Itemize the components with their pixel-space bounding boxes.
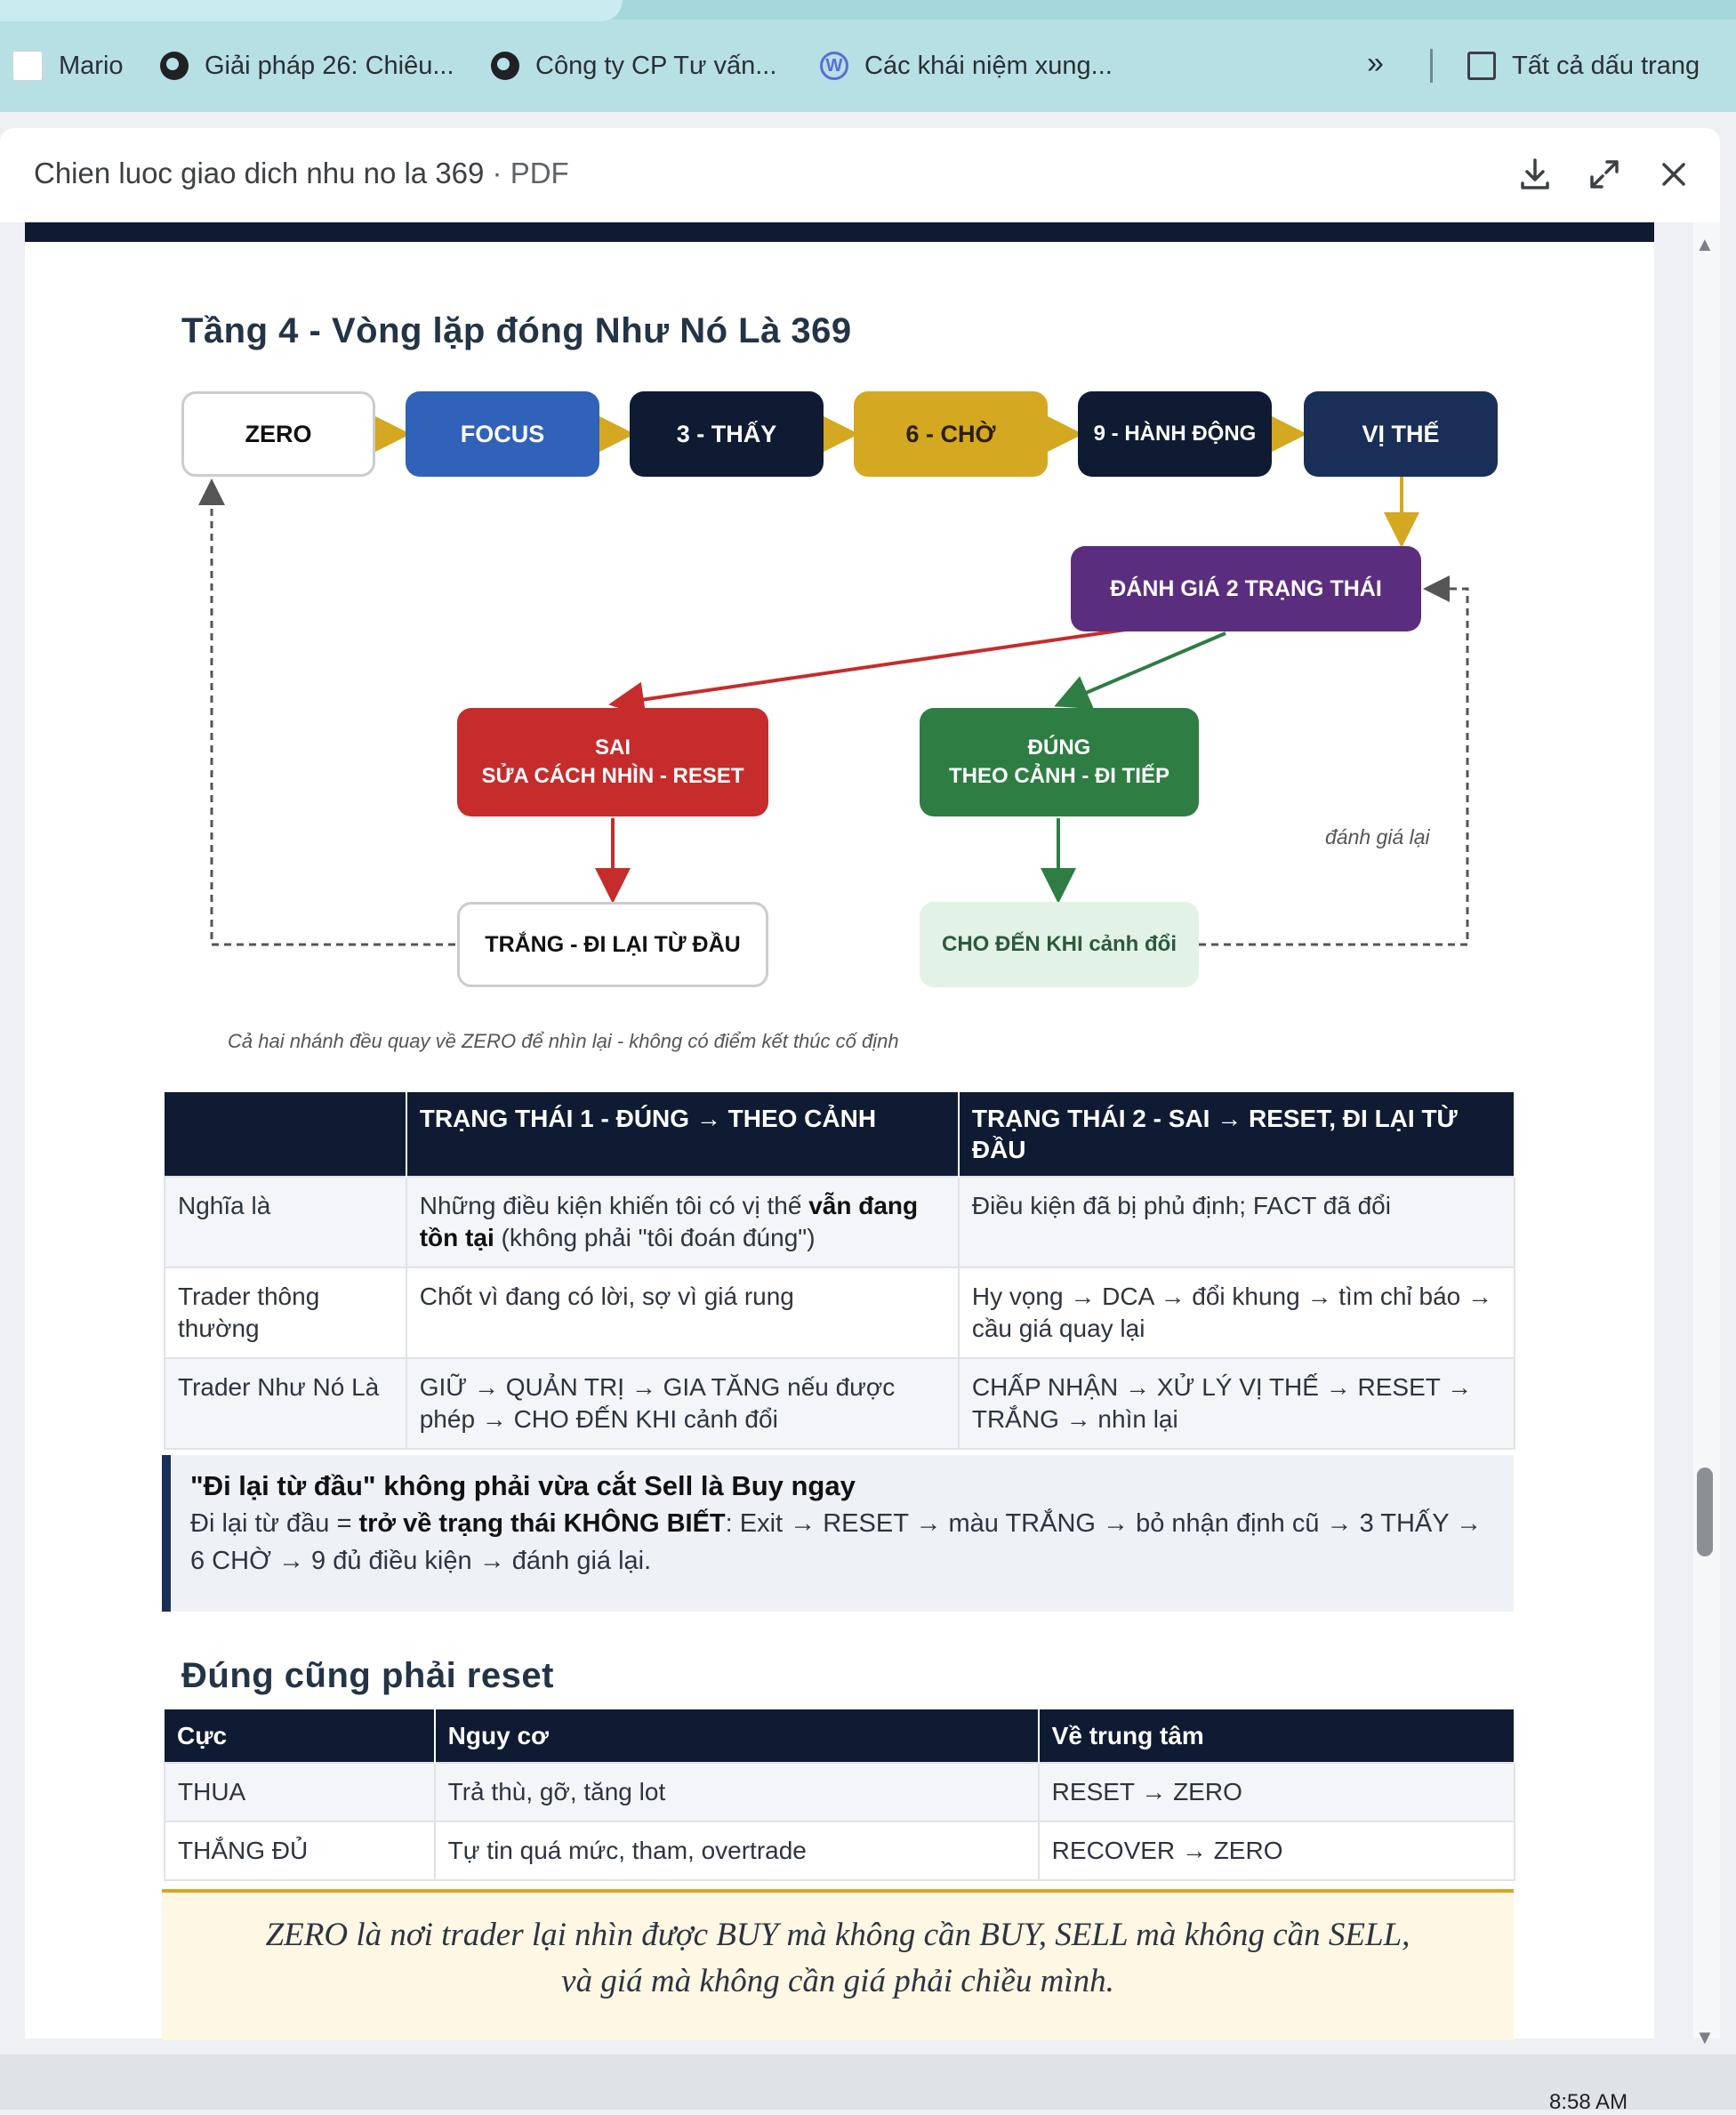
callout-text: Đi lại từ đầu = xyxy=(190,1509,359,1538)
table-row xyxy=(165,1177,1515,1267)
node-act: 9 - HÀNH ĐỘNG xyxy=(1078,391,1272,477)
scrollbar-thumb[interactable] xyxy=(1697,1468,1713,1556)
table-cell: RESET → ZERO xyxy=(1039,1763,1515,1821)
section-heading-loop: Tầng 4 - Vòng lặp đóng Như Nó Là 369 xyxy=(181,311,852,350)
more-bookmarks-button[interactable]: » xyxy=(1367,46,1384,80)
cell-text: Những điều kiện khiến tôi có vị thế xyxy=(419,1192,809,1219)
table-header-cell: TRẠNG THÁI 1 - ĐÚNG → THEO CẢNH xyxy=(406,1092,959,1177)
node-position: VỊ THẾ xyxy=(1304,391,1498,477)
table-header-cell: Cực xyxy=(165,1709,435,1763)
table-cell: Chốt vì đang có lời, sợ vì giá rung xyxy=(406,1267,959,1358)
table-header-cell xyxy=(165,1092,406,1177)
bookmark-label: Mario xyxy=(59,51,124,80)
callout-title: "Đi lại từ đầu" không phải vừa cắt Sell là Buy ngay xyxy=(190,1470,856,1501)
node-evaluate: ĐÁNH GIÁ 2 TRẠNG THÁI xyxy=(1071,546,1421,631)
cell-text: (không phải "tôi đoán đúng") xyxy=(494,1224,816,1251)
table-cell: RECOVER → ZERO xyxy=(1039,1821,1515,1880)
row-label: Trader Như Nó Là xyxy=(165,1358,406,1449)
table-cell: Trả thù, gỡ, tăng lot xyxy=(435,1763,1039,1821)
quote-line: ZERO là nơi trader lại nhìn được BUY mà không cần BUY, SELL mà không cần SELL, xyxy=(265,1917,1410,1953)
node-until: CHO ĐẾN KHI cảnh đổi xyxy=(920,902,1199,987)
reevaluate-note: đánh giá lại xyxy=(1325,825,1430,848)
node-wrong-subtitle: SỬA CÁCH NHÌN - RESET xyxy=(481,764,744,788)
table-header-row xyxy=(165,1709,1515,1763)
loop-back-to-zero xyxy=(212,489,455,945)
table-row xyxy=(165,1267,1515,1358)
callout-emphasis: trở về trạng thái KHÔNG BIẾT xyxy=(358,1509,726,1538)
node-right-subtitle: THEO CẢNH - ĐI TIẾP xyxy=(948,764,1169,788)
node-right-title: ĐÚNG xyxy=(1027,736,1091,760)
reset-table xyxy=(164,1709,1515,1881)
callout-body xyxy=(190,1505,1494,1580)
scroll-down-icon[interactable]: ▼ xyxy=(1695,2026,1715,2048)
bookmark-label: Các khái niệm xung... xyxy=(864,51,1113,80)
taskbar-clock[interactable]: 8:58 AM xyxy=(1549,2090,1628,2114)
table-cell: THẮNG ĐỦ xyxy=(165,1821,435,1880)
wordpress-icon: W xyxy=(820,52,848,80)
table-row xyxy=(165,1763,1515,1821)
node-wrong-title: SAI xyxy=(594,736,631,760)
arrow-evaluate-wrong xyxy=(623,625,1156,703)
cell-emphasis: vẫn đang tồn tại xyxy=(419,1192,919,1251)
table-cell: Tự tin quá mức, tham, overtrade xyxy=(435,1821,1039,1880)
bookmark-label: Công ty CP Tư vấn... xyxy=(535,51,777,80)
node-wait: 6 - CHỜ xyxy=(854,391,1048,477)
row-label: Nghĩa là xyxy=(165,1177,406,1267)
table-cell: GIỮ → QUẢN TRỊ → GIA TĂNG nếu được phép → CHO ĐẾN KHI cảnh đổi xyxy=(406,1358,959,1449)
node-wrong xyxy=(457,708,768,816)
bookmark-label: Giải pháp 26: Chiêu... xyxy=(205,51,454,80)
loop-back-to-evaluate xyxy=(1199,589,1467,945)
all-bookmarks-label: Tất cả dấu trang xyxy=(1512,51,1700,80)
node-blank: TRẮNG - ĐI LẠI TỪ ĐẦU xyxy=(457,902,768,987)
row-label: Trader thông thường xyxy=(165,1267,406,1358)
table-header-cell: TRẠNG THÁI 2 - SAI → RESET, ĐI LẠI TỪ ĐẦU xyxy=(959,1092,1515,1177)
table-header-cell: Nguy cơ xyxy=(435,1709,1039,1763)
node-see: 3 - THẤY xyxy=(630,391,824,477)
file-type: · PDF xyxy=(484,157,569,189)
section-heading-reset: Đúng cũng phải reset xyxy=(181,1656,554,1695)
node-right xyxy=(920,708,1199,816)
table-cell xyxy=(406,1177,959,1267)
file-name: Chien luoc giao dich nhu no la 369 xyxy=(34,157,485,189)
table-cell: Hy vọng → DCA → đổi khung → tìm chỉ báo → cầu giá quay lại xyxy=(959,1267,1515,1358)
table-row xyxy=(165,1358,1515,1449)
zero-quote xyxy=(162,1889,1514,2040)
table-header-row xyxy=(165,1092,1515,1177)
quote-line: và giá mà không cần giá phải chiều mình. xyxy=(561,1963,1114,1999)
node-focus: FOCUS xyxy=(406,391,599,477)
taskbar xyxy=(0,2055,1736,2110)
states-table xyxy=(164,1092,1515,1450)
node-zero: ZERO xyxy=(181,391,375,477)
restart-callout xyxy=(162,1455,1514,1612)
table-row xyxy=(165,1821,1515,1880)
arrow-evaluate-right xyxy=(1067,633,1226,701)
diagram-caption: Cả hai nhánh đều quay về ZERO để nhìn lại - không có điểm kết thúc cố định xyxy=(228,1030,899,1052)
table-header-cell: Về trung tâm xyxy=(1039,1709,1515,1763)
table-cell: CHẤP NHẬN → XỬ LÝ VỊ THẾ → RESET → TRẮNG → nhìn lại xyxy=(959,1358,1515,1449)
callout-text: : Exit → RESET → màu TRẮNG → bỏ nhận định cũ → 3 THẤY → 6 CHỜ → 9 đủ điều kiện → đánh giá lại. xyxy=(190,1509,1483,1575)
table-cell: THUA xyxy=(165,1763,435,1821)
scroll-up-icon[interactable]: ▲ xyxy=(1695,233,1715,255)
table-cell: Điều kiện đã bị phủ định; FACT đã đổi xyxy=(959,1177,1515,1267)
